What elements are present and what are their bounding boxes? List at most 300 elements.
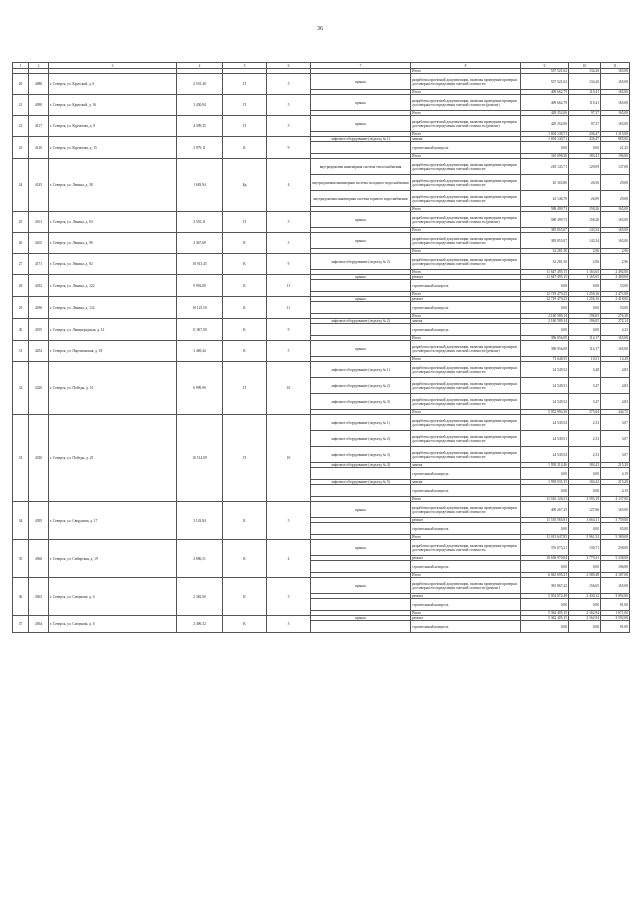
work-type: замена <box>411 319 521 324</box>
floors-count: 10 <box>267 362 311 415</box>
cost-limit: 165,00 <box>601 233 630 249</box>
work-element: крыша <box>311 341 411 357</box>
house-id: 4560 <box>29 540 49 578</box>
house-address: г. Северск, ул. Свердлова, д. 17 <box>49 502 177 540</box>
house-id: 4330 <box>29 415 49 502</box>
house-area: 10 514,09 <box>177 415 223 502</box>
work-cost: 310 098,36 <box>521 154 569 159</box>
column-number-3: 3 <box>49 63 177 69</box>
work-cost: 537 521,62 <box>521 69 569 74</box>
cost-limit: 3 592,00 <box>601 616 630 621</box>
work-cost: 588 499,73 <box>521 207 569 212</box>
work-cost: 396 056,09 <box>521 341 569 357</box>
unit-cost: 114,17 <box>569 341 601 357</box>
work-element <box>311 302 411 314</box>
wall-material: К <box>223 233 267 254</box>
cost-limit: 3 759,00 <box>601 518 630 523</box>
cost-limit: 2 418,00 <box>601 297 630 302</box>
work-type: ремонт <box>411 616 521 621</box>
row-number: 30 <box>13 319 29 341</box>
unit-cost: 26,09 <box>569 191 601 207</box>
floors-count: 5 <box>267 212 311 233</box>
floors-count: 4 <box>267 540 311 578</box>
cost-limit: 165,00 <box>601 74 630 90</box>
house-address: г. Северск, ул. Курчатова, д. 8 <box>49 116 177 137</box>
cost-limit: 258,00 <box>601 540 630 556</box>
unit-cost: 158,26 <box>569 212 601 228</box>
unit-cost: 184,42 <box>569 480 601 485</box>
work-cost: 32 281,30 <box>521 249 569 254</box>
wall-material: П <box>223 95 267 116</box>
house-address: г. Северск, ул. Крупской, д. 16 <box>49 95 177 116</box>
house-address: г. Северск, ул. Ленина, д. 92 <box>49 254 177 275</box>
work-cost: 24 549,52 <box>521 447 569 463</box>
unit-cost: 1 256,16 <box>569 297 601 302</box>
cost-limit: 3 992,00 <box>601 594 630 599</box>
floors-count: 5 <box>267 341 311 362</box>
work-type: строительный контроль <box>411 280 521 292</box>
work-element <box>311 621 411 633</box>
wall-material: К <box>223 540 267 578</box>
work-element: лифтовое оборудование (подъезд № 2) <box>311 431 411 447</box>
row-number: 22 <box>13 116 29 137</box>
cost-limit: 165,00 <box>601 69 630 74</box>
wall-material: П <box>223 362 267 415</box>
cost-limit: 81,00 <box>601 599 630 611</box>
work-type: разработка проектной документации, включая проведение проверки достоверности определения сметной стоимости <box>411 191 521 207</box>
unit-cost: 97,37 <box>569 111 601 116</box>
wall-material: К <box>223 297 267 319</box>
row-number: 33 <box>13 415 29 502</box>
cost-limit: 29,00 <box>601 191 630 207</box>
work-element: лифтовое оборудование (подъезд № 2) <box>311 378 411 394</box>
unit-cost: 2,96 <box>569 249 601 254</box>
work-cost: 409 267,35 <box>521 502 569 518</box>
column-number-8: 8 <box>411 63 521 69</box>
table-row <box>13 540 630 556</box>
work-cost: 385 855,07 <box>521 228 569 233</box>
work-cost: 5 362 405,15 <box>521 616 569 621</box>
cost-limit: 165,00 <box>601 111 630 116</box>
unit-cost: 1 256,16 <box>569 292 601 297</box>
repair-register-table <box>12 62 630 633</box>
work-cost: 385 855,07 <box>521 233 569 249</box>
unit-cost: 143,34 <box>569 233 601 249</box>
row-number: 34 <box>13 502 29 540</box>
row-number: 32 <box>13 362 29 415</box>
work-type: разработка проектной документации, включая проведение проверки достоверности определения сметной стоимости <box>411 431 521 447</box>
house-id: 4182 <box>29 275 49 297</box>
row-number: 31 <box>13 341 29 362</box>
house-address: г. Северск, ул. Ленина, д. 132 <box>49 297 177 319</box>
work-type: строительный контроль <box>411 302 521 314</box>
floors-count: 5 <box>267 502 311 540</box>
house-area: 2 382,90 <box>177 578 223 616</box>
work-type: Итого <box>411 69 521 74</box>
column-number-1: 1 <box>13 63 29 69</box>
house-area: 4 399,35 <box>177 116 223 137</box>
floors-count: 5 <box>267 616 311 633</box>
house-address: г. Северск, ул. Крупской, д. 6 <box>49 74 177 95</box>
unit-cost: 119,41 <box>569 95 601 111</box>
cost-limit: 81,00 <box>601 621 630 633</box>
work-type: строительный контроль <box>411 599 521 611</box>
cost-limit: 4 137,00 <box>601 497 630 502</box>
floors-count: 5 <box>267 578 311 616</box>
work-type: разработка проектной документации, включая проведение проверки достоверности определения сметной стоимости <box>411 502 521 518</box>
cost-limit: 165,00 <box>601 502 630 518</box>
work-element: лифтовое оборудование (подъезд № 1) <box>311 137 411 142</box>
work-type: разработка проектной документации, включая проведение проверки достоверности определения сметной стоимости <box>411 175 521 191</box>
unit-cost: 2,96 <box>569 254 601 270</box>
work-cost: 0,00 <box>521 485 569 497</box>
floors-count: 5 <box>267 74 311 95</box>
wall-material: П <box>223 116 267 137</box>
house-id: 4254 <box>29 341 49 362</box>
work-cost: 73 648,55 <box>521 357 569 362</box>
wall-material: Бр <box>223 159 267 212</box>
work-type: Итого <box>411 292 521 297</box>
work-cost: 11 647 495,15 <box>521 270 569 275</box>
work-type: разработка проектной документации, включая проведение проверки достоверности определения сметной стоимости <box>411 74 521 90</box>
cost-limit: 4,25 <box>601 324 630 336</box>
house-address: г. Северск, ул. Партизанская, д. 18 <box>49 341 177 362</box>
work-cost: 5 954 872,49 <box>521 594 569 599</box>
unit-cost: 0,00 <box>569 324 601 336</box>
work-cost: 0,00 <box>521 280 569 292</box>
floors-count: 11 <box>267 297 311 319</box>
unit-cost: 0,00 <box>569 561 601 573</box>
work-element: внутридомовая инженерная система горячего водоснабжения <box>311 191 411 207</box>
work-type: замена <box>411 463 521 468</box>
row-number: 29 <box>13 297 29 319</box>
floors-count: 10 <box>267 415 311 502</box>
row-number: 20 <box>13 74 29 95</box>
house-id: 4171 <box>29 254 49 275</box>
cost-limit: 53,00 <box>601 302 630 314</box>
house-address: г. Северск, ул. Победы, д. 25 <box>49 415 177 502</box>
house-area: 11 067,90 <box>177 319 223 341</box>
work-cost: 0,00 <box>521 599 569 611</box>
work-cost: 0,00 <box>521 142 569 154</box>
house-id: 4080 <box>29 74 49 95</box>
floors-count: 11 <box>267 275 311 297</box>
cost-limit: 165,00 <box>601 90 630 95</box>
house-id: 4195 <box>29 319 49 341</box>
cost-limit: 272,14 <box>601 319 630 324</box>
house-area: 3 143,84 <box>177 502 223 540</box>
row-number: 26 <box>13 233 29 254</box>
house-area: 2 555,11 <box>177 212 223 233</box>
work-element: крыша <box>311 233 411 249</box>
cost-limit: 4 187,00 <box>601 573 630 578</box>
work-type: строительный контроль <box>411 523 521 535</box>
unit-cost: 196,05 <box>569 314 601 319</box>
house-area: 3 469,44 <box>177 341 223 362</box>
work-type: разработка проектной документации, включая проведение проверки достоверности определения сметной стоимости (ремонт) <box>411 578 521 594</box>
cost-limit: 2 492,00 <box>601 270 630 275</box>
unit-cost: 114,17 <box>569 336 601 341</box>
work-type: Итого <box>411 154 521 159</box>
cost-limit: 165,00 <box>601 341 630 357</box>
work-cost: 5 952 894,36 <box>521 410 569 415</box>
work-cost: 1 939 031,35 <box>521 480 569 485</box>
work-type: ремонт <box>411 556 521 561</box>
column-number-11: 11 <box>601 63 630 69</box>
work-cost: 11 647 495,15 <box>521 275 569 280</box>
work-cost: 0,00 <box>521 302 569 314</box>
work-type: замена <box>411 137 521 142</box>
wall-material: К <box>223 341 267 362</box>
work-cost: 32 281,30 <box>521 254 569 270</box>
house-address: г. Северск, ул. Сипунова, д. 4 <box>49 578 177 616</box>
work-type: ремонт <box>411 518 521 523</box>
work-type: ремонт <box>411 275 521 280</box>
work-cost: 0,00 <box>521 561 569 573</box>
work-type: Итого <box>411 207 521 212</box>
unit-cost: 575,04 <box>569 410 601 415</box>
work-element: крыша <box>311 212 411 228</box>
work-type: Итого <box>411 270 521 275</box>
cost-limit: 2 471,00 <box>601 292 630 297</box>
unit-cost: 0,00 <box>569 302 601 314</box>
cost-limit: 83,00 <box>601 523 630 535</box>
cost-limit: 165,00 <box>601 228 630 233</box>
floors-count: 9 <box>267 254 311 275</box>
cost-limit: 215,20 <box>601 463 630 468</box>
work-element <box>311 599 411 611</box>
work-cost: 24 549,52 <box>521 394 569 410</box>
unit-cost: 158,26 <box>569 207 601 212</box>
work-cost: 24 549,52 <box>521 362 569 378</box>
cost-limit: 276,38 <box>601 314 630 319</box>
work-element: внутридомовая инженерная система холодного водоснабжения <box>311 175 411 191</box>
work-element <box>311 468 411 480</box>
unit-cost: 0,00 <box>569 468 601 480</box>
work-type: Итого <box>411 90 521 95</box>
table-row <box>13 212 630 228</box>
work-type: строительный контроль <box>411 324 521 336</box>
work-type: Итого <box>411 228 521 233</box>
unit-cost: 129,09 <box>569 159 601 175</box>
work-type: разработка проектной документации, включая проведение проверки достоверности определения сметной стоимости (ремонт) <box>411 116 521 132</box>
work-type: разработка проектной документации, включая проведение проверки достоверности определения сметной стоимости <box>411 447 521 463</box>
work-cost: 396 056,09 <box>521 336 569 341</box>
work-type: замена <box>411 480 521 485</box>
work-cost: 44 146,79 <box>521 191 569 207</box>
cost-limit: 2,96 <box>601 249 630 254</box>
floors-count: 9 <box>267 137 311 159</box>
house-area: 2 467,69 <box>177 233 223 254</box>
cost-limit: 165,00 <box>601 207 630 212</box>
wall-material: К <box>223 319 267 341</box>
work-element: крыша <box>311 578 411 594</box>
work-element: лифтовое оборудование (подъезд № 3) <box>311 394 411 410</box>
wall-material: П <box>223 212 267 233</box>
work-cost: 0,00 <box>521 621 569 633</box>
work-type: Итого <box>411 249 521 254</box>
row-number: 28 <box>13 275 29 297</box>
work-type: разработка проектной документации, включая проведение проверки достоверности определения сметной стоимости (ремонт) <box>411 341 521 357</box>
cost-limit: 165,00 <box>601 336 630 341</box>
work-type: разработка проектной документации, включая проведение проверки достоверности определения сметной стоимости <box>411 254 521 270</box>
work-cost: 24 549,51 <box>521 378 569 394</box>
cost-limit: 444,75 <box>601 410 630 415</box>
page-number: 36 <box>317 26 323 32</box>
cost-limit: 53,00 <box>601 280 630 292</box>
cost-limit: 4,19 <box>601 468 630 480</box>
unit-cost: 2 162,94 <box>569 611 601 616</box>
house-id: 4564 <box>29 616 49 633</box>
unit-cost: 3 664,11 <box>569 518 601 523</box>
work-type: разработка проектной документации, включая проведение проверки достоверности определения сметной стоимости (ремонт) <box>411 95 521 111</box>
unit-cost: 2,33 <box>569 431 601 447</box>
work-type: Итого <box>411 111 521 116</box>
cost-limit: 2,96 <box>601 254 630 270</box>
work-cost: 1 694 140,71 <box>521 137 569 142</box>
cost-limit: 5 338,00 <box>601 556 630 561</box>
work-cost: 45 165,86 <box>521 175 569 191</box>
column-number-10: 10 <box>569 63 601 69</box>
cost-limit: 29,00 <box>601 175 630 191</box>
work-element: крыша <box>311 502 411 518</box>
column-number-4: 4 <box>177 63 223 69</box>
work-cost: 428 352,06 <box>521 116 569 132</box>
work-cost: 409 662,79 <box>521 90 569 95</box>
table-row <box>13 254 630 270</box>
unit-cost: 26,56 <box>569 175 601 191</box>
work-cost: 409 662,79 <box>521 95 569 111</box>
work-element: крыша <box>311 275 411 280</box>
wall-material: К <box>223 137 267 159</box>
house-id: 4161 <box>29 212 49 233</box>
unit-cost: 2 162,94 <box>569 616 601 621</box>
unit-cost: 119,41 <box>569 90 601 95</box>
unit-cost: 3,47 <box>569 394 601 410</box>
house-address: г. Северск, ул. Победы, д. 15 <box>49 362 177 415</box>
house-area: 2 501,40 <box>177 74 223 95</box>
work-cost: 588 499,73 <box>521 212 569 228</box>
work-type: разработка проектной документации, включая проведение проверки достоверности определения сметной стоимости <box>411 378 521 394</box>
cost-limit: 4,83 <box>601 362 630 378</box>
table-row <box>13 74 630 90</box>
cost-limit: 137,00 <box>601 159 630 175</box>
work-cost: 381 867,42 <box>521 578 569 594</box>
work-cost: 11 510 126,51 <box>521 497 569 502</box>
work-cost: 12 719 479,25 <box>521 292 569 297</box>
work-element <box>311 280 411 292</box>
floors-count: 9 <box>267 319 311 341</box>
cost-limit: 5 380,00 <box>601 535 630 540</box>
work-cost: 428 352,06 <box>521 111 569 116</box>
work-type: Итого <box>411 132 521 137</box>
work-cost: 11 510 565,81 <box>521 518 569 523</box>
unit-cost: 97,37 <box>569 116 601 132</box>
work-cost: 24 549,52 <box>521 415 569 431</box>
house-id: 4117 <box>29 116 49 137</box>
work-cost: 376 675,21 <box>521 540 569 556</box>
work-element: лифтовое оборудование (подъезд № 3) <box>311 447 411 463</box>
unit-cost: 2 589,48 <box>569 573 601 578</box>
work-type: Итого <box>411 410 521 415</box>
work-type: Итого <box>411 357 521 362</box>
house-id: 4090 <box>29 95 49 116</box>
work-cost: 11 015 647,85 <box>521 535 569 540</box>
wall-material: К <box>223 502 267 540</box>
work-element: лифтовое оборудование (подъезд № 2) <box>311 319 411 324</box>
work-element: крыша <box>311 116 411 132</box>
unit-cost: 3,48 <box>569 362 601 378</box>
work-cost: 0,00 <box>521 324 569 336</box>
cost-limit: 165,00 <box>601 578 630 594</box>
work-element: лифтовое оборудование (подъезд № 5) <box>311 480 411 485</box>
work-cost: 537 521,62 <box>521 74 569 90</box>
unit-cost: 183,41 <box>569 154 601 159</box>
work-element: крыша <box>311 95 411 111</box>
unit-cost: 0,00 <box>569 621 601 633</box>
work-type: разработка проектной документации, включая проведение проверки достоверности определения сметной стоимости <box>411 540 521 556</box>
unit-cost: 3 779,41 <box>569 556 601 561</box>
row-number: 27 <box>13 254 29 275</box>
unit-cost: 0,00 <box>569 485 601 497</box>
unit-cost: 130,71 <box>569 540 601 556</box>
cost-limit: 3,07 <box>601 431 630 447</box>
house-area: 3 879,11 <box>177 137 223 159</box>
house-address: г. Северск, ул. Сипунова, д. 6 <box>49 616 177 633</box>
table-row <box>13 415 630 431</box>
cost-limit: 3,07 <box>601 447 630 463</box>
row-number: 24 <box>13 159 29 212</box>
unit-cost: 0,00 <box>569 142 601 154</box>
work-type: разработка проектной документации, включая проведение проверки достоверности определения сметной стоимости <box>411 362 521 378</box>
work-type: разработка проектной документации, включая проведение проверки достоверности определения сметной стоимости (ремонт) <box>411 212 521 228</box>
work-type: разработка проектной документации, включая проведение проверки достоверности определения сметной стоимости <box>411 415 521 431</box>
work-type: строительный контроль <box>411 621 521 633</box>
cost-limit: 165,00 <box>601 95 630 111</box>
house-id: 4563 <box>29 578 49 616</box>
cost-limit: 106,00 <box>601 561 630 573</box>
work-cost: 2 160 589,14 <box>521 314 569 319</box>
house-id: 4145 <box>29 159 49 212</box>
cost-limit: 2 469,00 <box>601 275 630 280</box>
cost-limit: 1 115,00 <box>601 132 630 137</box>
unit-cost: 184,43 <box>569 463 601 468</box>
house-area: 9 992,80 <box>177 275 223 297</box>
house-id: 4320 <box>29 362 49 415</box>
cost-limit: 21,25 <box>601 142 630 154</box>
column-number-2: 2 <box>29 63 49 69</box>
work-cost: 1 939 214,46 <box>521 463 569 468</box>
house-area: 10 125,50 <box>177 297 223 319</box>
row-number: 36 <box>13 578 29 616</box>
work-element: крыша <box>311 297 411 302</box>
unit-cost: 2,33 <box>569 415 601 431</box>
work-cost: 6 943 695,21 <box>521 573 569 578</box>
house-address: г. Северск, ул. Ленинградская, д. 12 <box>49 319 177 341</box>
unit-cost: 134,26 <box>569 69 601 74</box>
unit-cost: 143,34 <box>569 228 601 233</box>
house-address: г. Северск, ул. Ленина, д. 122 <box>49 275 177 297</box>
work-type: строительный контроль <box>411 561 521 573</box>
work-type: Итого <box>411 314 521 319</box>
unit-cost: 127,66 <box>569 502 601 518</box>
table-row <box>13 233 630 249</box>
work-cost: 12 719 479,25 <box>521 297 569 302</box>
house-area: 1 683,94 <box>177 159 223 212</box>
house-address: г. Северск, ул. Курчатова, д. 15 <box>49 137 177 159</box>
cost-limit: 14,49 <box>601 357 630 362</box>
unit-cost: 3 593,19 <box>569 497 601 502</box>
